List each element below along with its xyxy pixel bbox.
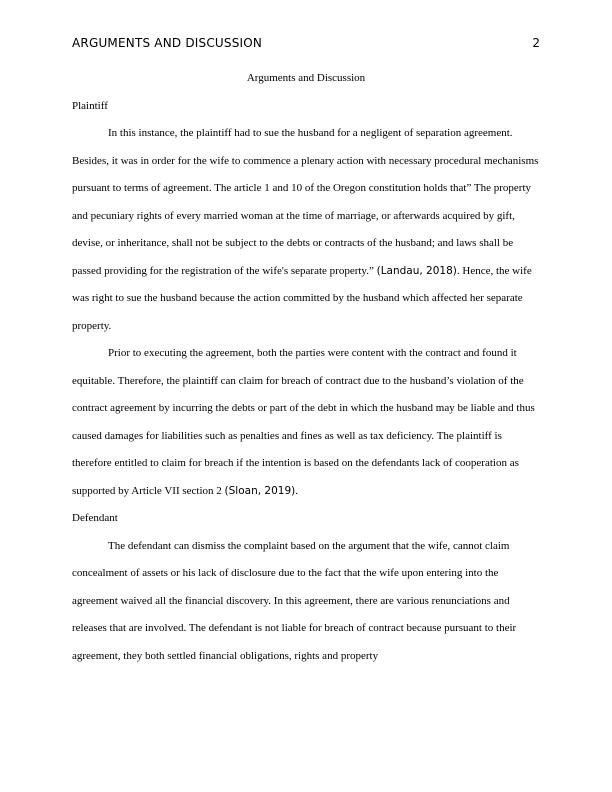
paragraph-text: . Hence, the wife was right to sue the husband because the action committed by the husband which affected her separate property. bbox=[72, 264, 532, 332]
paragraph-text: The defendant can dismiss the complaint based on the argument that the wife, cannot claim concealment of assets or his lack of disclosure due to the fact that the wife upon entering into the agreement waived all the financial discovery. In this agreement, there are various renunciations and releases that are involved. The defendant is not liable for breach of contract because pursuant to their agreement, they both settled financial obligations, rights and property bbox=[72, 539, 517, 662]
section-heading-defendant: Defendant bbox=[72, 512, 118, 524]
paragraph-defendant-1 bbox=[72, 533, 540, 671]
running-header bbox=[72, 35, 540, 51]
document-body bbox=[72, 65, 540, 670]
paragraph-text: In this instance, the plaintiff had to sue the husband for a negligent of separation agreement. Besides, it was in order for the wife to commence a plenary action with necessary procedural mechanisms pursuant to terms of agreement. The article 1 and 10 of the Oregon constitution holds that” The property and pecuniary rights of every married woman at the time of marriage, or afterwards acquired by gift, devise, or inheritance, shall not be subject to the debts or contracts of the husband; and laws shall be passed providing for the registration of the wife's separate property.” bbox=[72, 127, 539, 277]
citation-sloan: (Sloan, 2019) bbox=[224, 484, 296, 497]
running-head-title: ARGUMENTS AND DISCUSSION bbox=[72, 36, 263, 50]
paragraph-plaintiff-2 bbox=[72, 340, 540, 505]
paragraph-text: . bbox=[295, 484, 298, 497]
document-title: Arguments and Discussion bbox=[246, 72, 366, 84]
page-number: 2 bbox=[532, 36, 540, 50]
citation-landau: (Landau, 2018) bbox=[376, 264, 457, 277]
paragraph-plaintiff-1 bbox=[72, 120, 540, 340]
paragraph-text: Prior to executing the agreement, both the parties were content with the contract and found it equitable. Therefore, the plaintiff can claim for breach of contract due to the husband’s violation of the contract agreement by incurring the debts or part of the debt in which the husband may be liable and thus caused damages for liabilities such as penalties and fines as well as tax deficiency. The plaintiff is therefore entitled to claim for breach if the intention is based on the defendants lack of cooperation as supported by Article VII section 2 bbox=[72, 347, 535, 497]
section-heading-plaintiff: Plaintiff bbox=[72, 99, 108, 112]
